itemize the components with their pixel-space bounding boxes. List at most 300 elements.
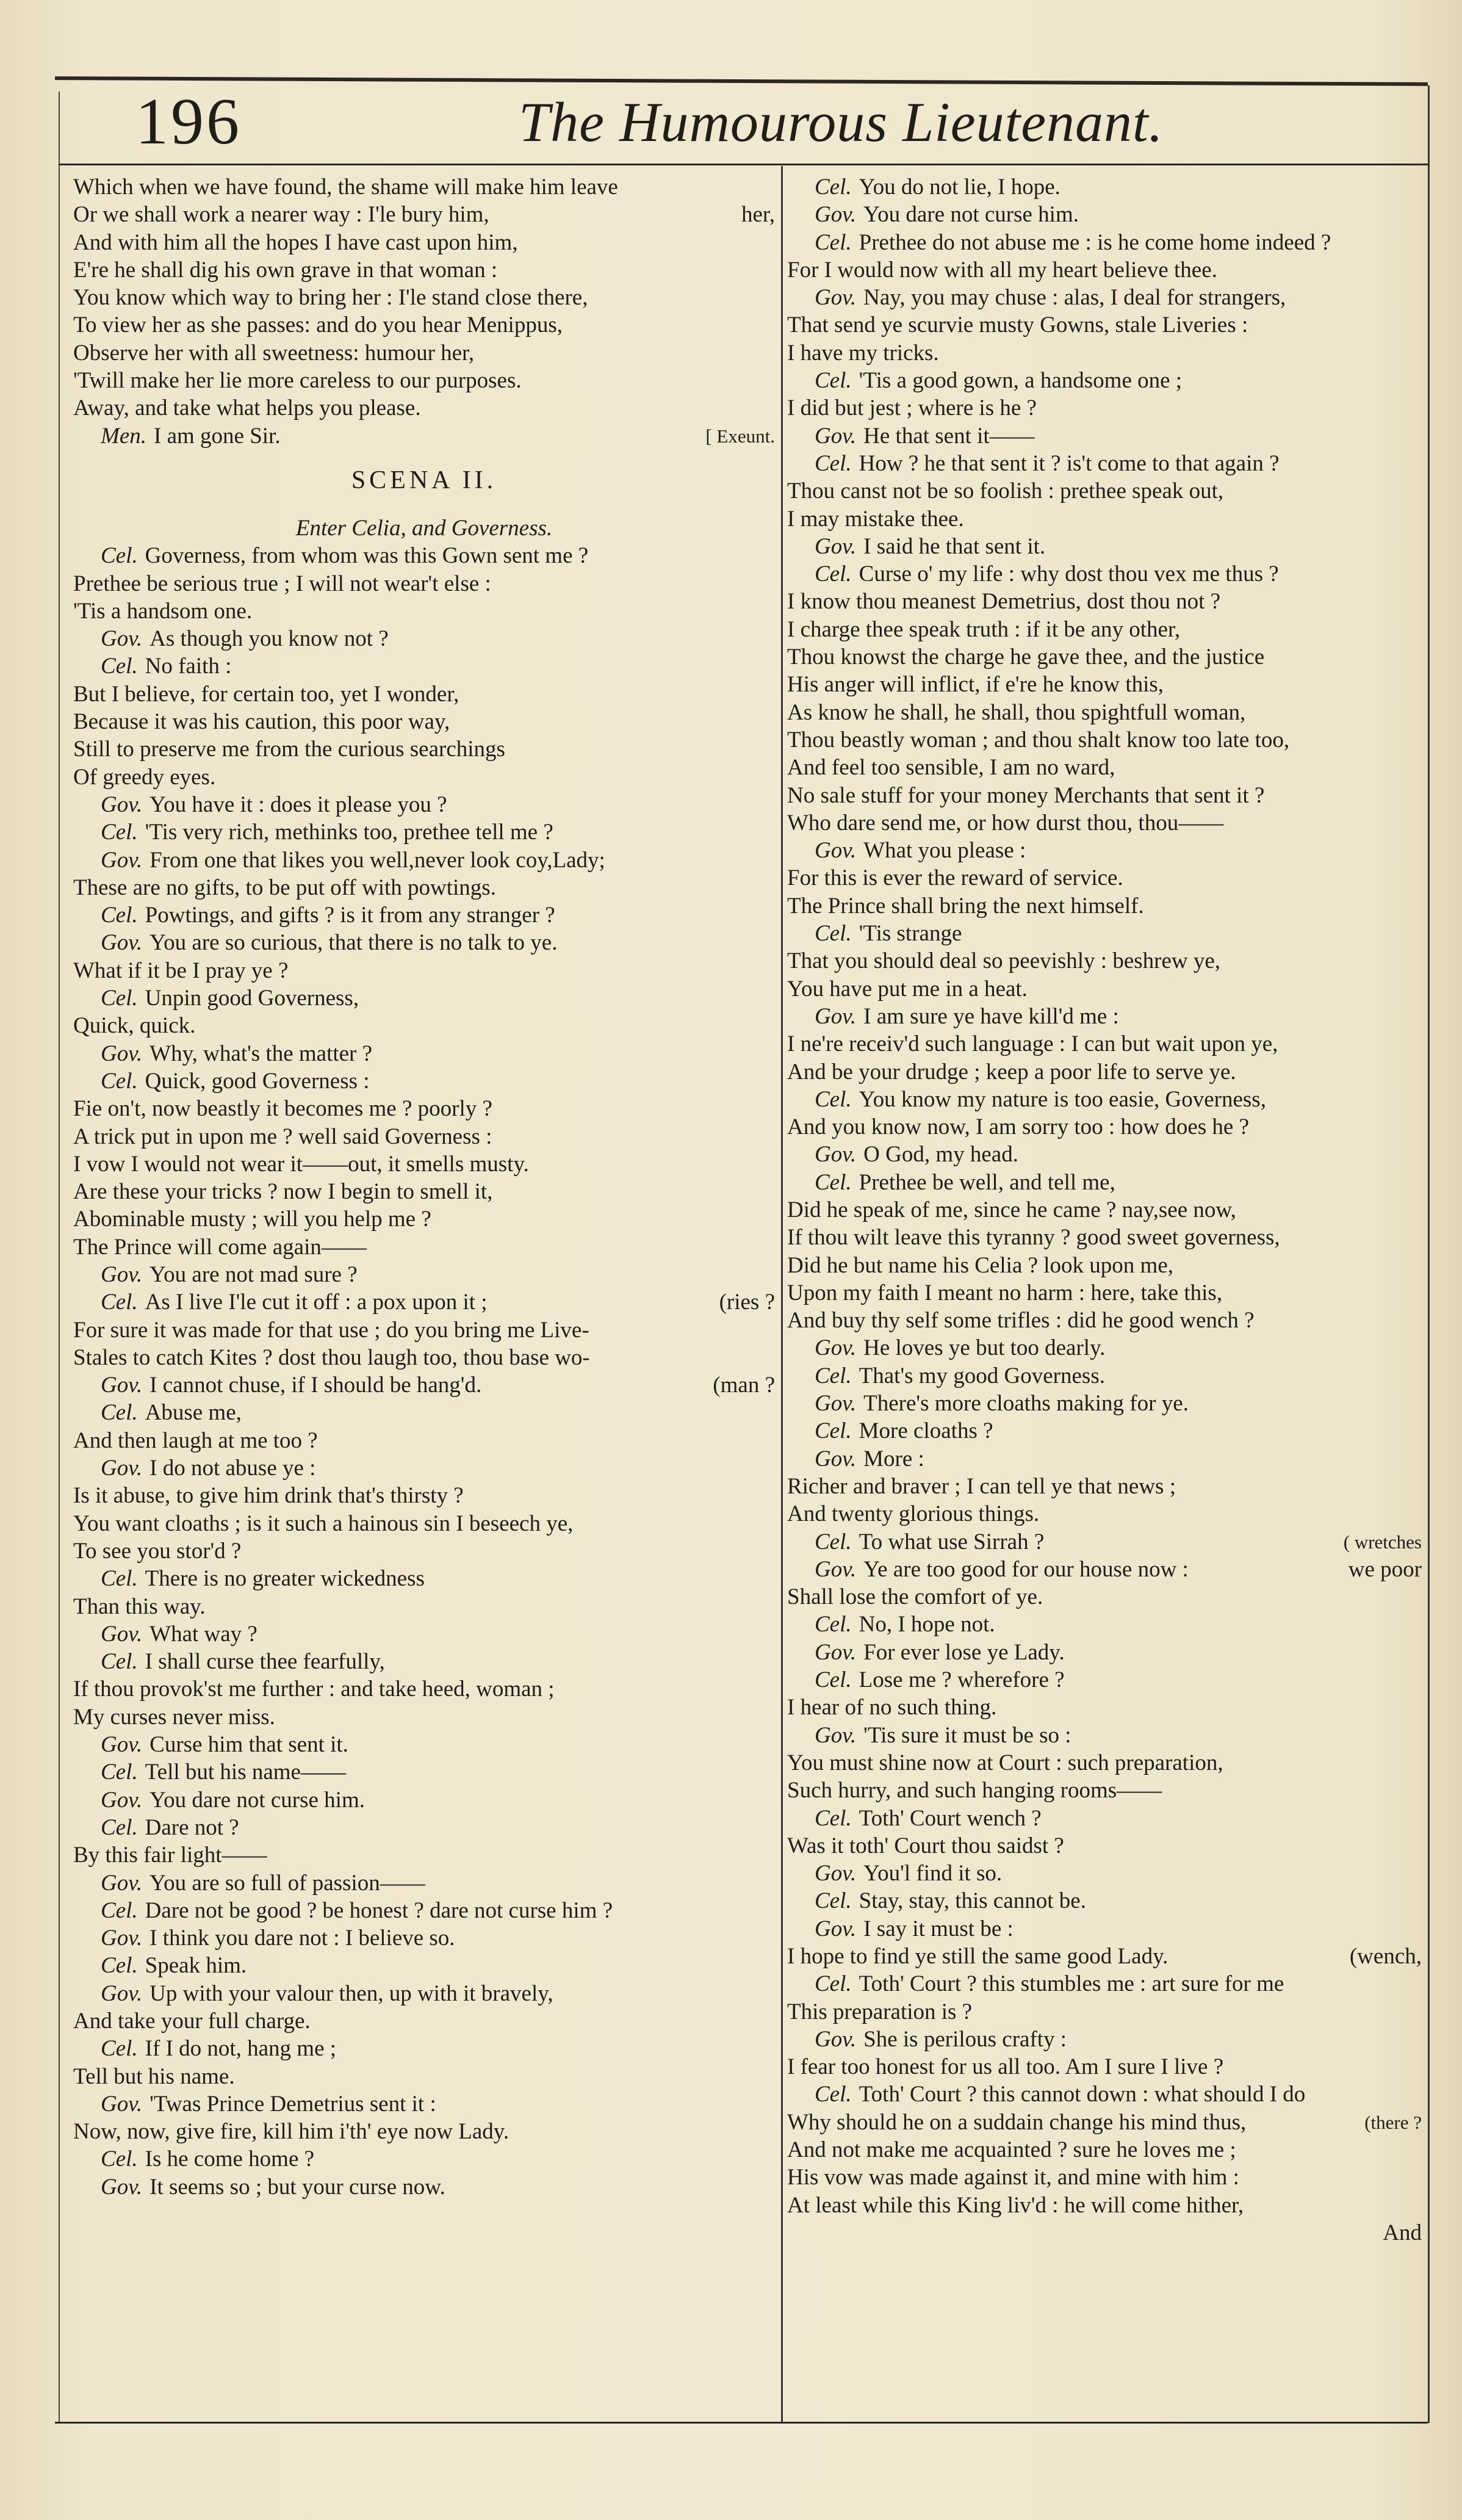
speaker-label: Cel. [101, 1897, 138, 1923]
line-text: Stay, stay, this cannot be. [859, 1888, 1086, 1914]
text-line [73, 542, 775, 569]
line-text: You must shine now at Court : such preparation, [787, 1750, 1223, 1775]
line-text: Why, what's the matter ? [149, 1041, 373, 1066]
text-line [73, 735, 775, 763]
line-text: I charge thee speak truth : if it be any other, [787, 616, 1181, 642]
line-text: What way ? [149, 1621, 257, 1647]
text-line [73, 1980, 775, 2007]
speaker-label: Cel. [815, 1418, 852, 1444]
line-text: Tell but his name—— [145, 1760, 346, 1785]
line-text: And be your drudge ; keep a poor life to serve ye. [787, 1059, 1236, 1085]
text-line [787, 367, 1422, 394]
text-line [73, 1565, 775, 1592]
line-text: And feel too sensible, I am no ward, [787, 755, 1115, 781]
speaker-label: Gov. [815, 423, 857, 449]
right-column [787, 173, 1422, 2247]
line-text: For I would now with all my heart believe thee. [787, 257, 1217, 283]
line-text: I said he that sent it. [863, 533, 1046, 559]
speaker-label: Gov. [101, 1262, 143, 1287]
text-line [73, 1703, 775, 1731]
speaker-label: Cel. [815, 921, 852, 947]
line-text: And buy thy self some trifles : did he good wench ? [787, 1308, 1255, 1334]
speaker-label: Gov. [101, 2174, 143, 2200]
speaker-label: Cel. [101, 1814, 138, 1840]
speaker-label: Cel. [101, 1290, 138, 1315]
line-text: There is no greater wickedness [145, 1566, 425, 1592]
line-text: Abuse me, [145, 1400, 242, 1426]
text-line [73, 1067, 775, 1095]
text-line [787, 1279, 1422, 1307]
text-line [73, 1123, 775, 1150]
speaker-label: Cel. [101, 2036, 138, 2062]
text-line [787, 2164, 1422, 2191]
text-line [787, 284, 1422, 311]
speaker-label: Cel. [815, 1888, 852, 1914]
speaker-label: Cel. [815, 1086, 852, 1112]
text-line [73, 1675, 775, 1703]
right-margin-rule [1428, 85, 1430, 2423]
speaker-label: Gov. [815, 1639, 857, 1665]
line-text: Why should he on a suddain change his mind thus, [787, 2109, 1247, 2135]
line-text: It seems so ; but your curse now. [149, 2174, 445, 2200]
text-line [787, 754, 1422, 781]
speaker-label: Gov. [101, 1456, 143, 1481]
line-text: More : [863, 1446, 924, 1471]
text-line [787, 809, 1422, 837]
line-text: His vow was made against it, and mine with him : [787, 2165, 1239, 2190]
line-text: To view her as she passes: and do you hear Menippus, [73, 312, 563, 338]
speaker-label: Gov. [815, 1335, 857, 1361]
speaker-label: Cel. [815, 1363, 852, 1388]
speaker-label: Cel. [815, 1667, 852, 1693]
line-text: Still to preserve me from the curious searchings [73, 737, 505, 762]
line-text: I ne're receiv'd such language : I can but wait upon ye, [787, 1031, 1278, 1057]
line-text: Abominable musty ; will you help me ? [73, 1207, 431, 1232]
text-line [73, 1178, 775, 1205]
text-line [73, 256, 775, 284]
line-text: I hope to find ye still the same good Lady. [787, 1944, 1169, 1969]
text-line [73, 2063, 775, 2090]
text-line [787, 1086, 1422, 1113]
line-text: I know thou meanest Demetrius, dost thou not ? [787, 589, 1221, 615]
text-line [787, 1556, 1422, 1583]
speaker-label: Gov. [101, 1732, 143, 1758]
line-text: Powtings, and gifts ? is it from any stranger ? [145, 903, 555, 928]
text-line [787, 450, 1422, 477]
text-line [787, 1445, 1422, 1473]
text-line [73, 2007, 775, 2035]
text-line [73, 1620, 775, 1648]
line-text: You know my nature is too easie, Governess, [859, 1086, 1266, 1112]
speaker-label: Gov. [815, 1391, 857, 1417]
text-line [787, 892, 1422, 920]
left-column [73, 173, 775, 2201]
line-text: Toth' Court ? this stumbles me : art sure for me [859, 1971, 1284, 1997]
text-line [73, 818, 775, 846]
text-line [73, 901, 775, 929]
text-line [787, 1694, 1422, 1721]
line-text: You dare not curse him. [863, 202, 1079, 228]
speaker-label: Gov. [815, 1446, 857, 1471]
speaker-label: Gov. [101, 930, 143, 956]
line-text: E're he shall dig his own grave in that woman : [73, 257, 498, 283]
text-line [787, 1196, 1422, 1224]
speaker-label: Cel. [815, 1971, 852, 1997]
text-line [787, 1141, 1422, 1168]
text-line [787, 1583, 1422, 1611]
text-line [73, 367, 775, 394]
text-line [787, 477, 1422, 505]
text-line [787, 1500, 1422, 1528]
speaker-label: Cel. [815, 229, 852, 255]
text-line [787, 864, 1422, 892]
text-line [787, 671, 1422, 698]
text-line [787, 920, 1422, 947]
text-line [73, 2118, 775, 2145]
text-line [787, 782, 1422, 809]
text-line [73, 229, 775, 256]
text-line [787, 394, 1422, 422]
text-line [73, 1012, 775, 1039]
text-line [73, 1316, 775, 1344]
line-text: You have it : does it please you ? [149, 792, 447, 817]
speaker-label: Cel. [101, 2146, 138, 2172]
line-text: I have my tricks. [787, 340, 939, 366]
line-text: I hear of no such thing. [787, 1695, 997, 1720]
line-text: Thou canst not be so foolish : prethee speak out, [787, 478, 1224, 504]
text-line [787, 311, 1422, 339]
line-text: Is it abuse, to give him drink that's thirsty ? [73, 1483, 464, 1509]
speaker-label: Gov. [815, 1003, 857, 1029]
line-text: I vow I would not wear it——out, it smells musty. [73, 1151, 529, 1177]
text-line [73, 874, 775, 901]
text-line [73, 1095, 775, 1122]
text-line [787, 560, 1422, 588]
line-text: Thou beastly woman ; and thou shalt know too late too, [787, 727, 1290, 753]
speaker-label: Gov. [815, 1916, 857, 1941]
line-text: Such hurry, and such hanging rooms—— [787, 1778, 1162, 1803]
line-text: Are these your tricks ? now I begin to smell it, [73, 1179, 493, 1205]
text-line [73, 2035, 775, 2062]
line-text: If I do not, hang me ; [145, 2036, 337, 2062]
text-line [787, 1390, 1422, 1417]
line-text: Tell but his name. [73, 2063, 235, 2089]
text-line [73, 791, 775, 818]
right-margin-note: (ries ? [719, 1290, 775, 1315]
line-text: Upon my faith I meant no harm : here, take this, [787, 1280, 1223, 1305]
text-line [787, 1003, 1422, 1030]
speaker-label: Gov. [815, 1861, 857, 1886]
text-line [787, 1970, 1422, 1998]
right-margin-note: we poor [1348, 1556, 1422, 1582]
text-line [787, 2109, 1422, 2136]
text-line [787, 1749, 1422, 1777]
speaker-label: Gov. [815, 838, 857, 864]
line-text: 'Twill make her lie more careless to our purposes. [73, 368, 522, 394]
line-text: What if it be I pray ye ? [73, 958, 289, 983]
line-text: And with him all the hopes I have cast upon him, [73, 229, 518, 255]
line-text: To see you stor'd ? [73, 1538, 242, 1564]
text-line [787, 1362, 1422, 1390]
speaker-label: Cel. [101, 903, 138, 928]
right-margin-note: (wench, [1349, 1944, 1422, 1969]
line-text: I am sure ye have kill'd me : [863, 1003, 1119, 1029]
line-text: Unpin good Governess, [145, 986, 359, 1011]
line-text: 'Tis very rich, methinks too, prethee tell me ? [145, 820, 553, 845]
text-line [787, 1915, 1422, 1943]
text-line [73, 1924, 775, 1952]
line-text: As know he shall, he shall, thou spightfull woman, [787, 699, 1246, 725]
line-text: You are so full of passion—— [149, 1870, 425, 1896]
line-text: As I live I'le cut it off : a pox upon it ; [145, 1290, 488, 1315]
line-text: O God, my head. [863, 1142, 1018, 1168]
line-text: If thou provok'st me further : and take heed, woman ; [73, 1677, 555, 1702]
line-text: The Prince shall bring the next himself. [787, 893, 1144, 919]
line-text: Governess, from whom was this Gown sent me ? [145, 543, 589, 569]
line-text: Curse him that sent it. [149, 1732, 348, 1758]
speaker-label: Gov. [101, 1926, 143, 1951]
text-line [787, 1805, 1422, 1832]
line-text: As though you know not ? [149, 626, 389, 652]
line-text: Richer and braver ; I can tell ye that news ; [787, 1473, 1176, 1499]
line-text: Now, now, give fire, kill him i'th' eye now Lady. [73, 2119, 510, 2145]
line-text: You dare not curse him. [149, 1787, 365, 1813]
speaker-label: Gov. [101, 626, 143, 652]
text-line [73, 764, 775, 791]
text-line [787, 1252, 1422, 1279]
text-line [73, 1648, 775, 1675]
text-line [787, 2026, 1422, 2053]
speaker-label: Gov. [815, 1556, 857, 1582]
bottom-rule [55, 2422, 1428, 2424]
line-text: She is perilous crafty : [863, 2026, 1067, 2052]
text-line [787, 201, 1422, 228]
catchword-line [787, 2219, 1422, 2247]
line-text: Nay, you may chuse : alas, I deal for strangers, [863, 285, 1286, 311]
line-text: Than this way. [73, 1594, 206, 1619]
text-line [73, 1510, 775, 1537]
line-text: No sale stuff for your money Merchants that sent it ? [787, 782, 1265, 808]
text-line [73, 1233, 775, 1261]
text-line [73, 652, 775, 680]
line-text: Quick, quick. [73, 1013, 196, 1039]
text-line [73, 2090, 775, 2118]
text-line [787, 1943, 1422, 1970]
speaker-label: Gov. [101, 1787, 143, 1813]
text-line [787, 588, 1422, 615]
speaker-label: Cel. [101, 1400, 138, 1426]
speaker-label: Cel. [101, 654, 138, 679]
text-line [787, 616, 1422, 643]
line-text: Was it toth' Court thou saidst ? [787, 1833, 1064, 1858]
line-text: And take your full charge. [73, 2009, 311, 2034]
text-line [73, 1731, 775, 1758]
speaker-label: Cel. [815, 450, 852, 476]
text-line [787, 173, 1422, 201]
line-text: If thou wilt leave this tyranny ? good sweet governess, [787, 1225, 1280, 1251]
text-line [787, 1722, 1422, 1749]
line-text: Did he but name his Celia ? look upon me, [787, 1252, 1173, 1278]
line-text: 'Tis a good gown, a handsome one ; [859, 368, 1183, 394]
text-line [73, 1952, 775, 1979]
line-text: I do not abuse ye : [149, 1456, 316, 1481]
speaker-label: Cel. [815, 561, 852, 587]
speaker-label: Cel. [815, 1529, 852, 1554]
text-line [787, 1528, 1422, 1556]
line-text: Prethee be serious true ; I will not wear't else : [73, 571, 491, 596]
text-line [73, 1897, 775, 1924]
line-text: Quick, good Governess : [145, 1068, 370, 1094]
right-margin-note: (there ? [1364, 2111, 1422, 2133]
text-line [73, 1869, 775, 1897]
text-line [787, 422, 1422, 450]
text-line [787, 256, 1422, 284]
text-line [73, 1814, 775, 1841]
line-text: I shall curse thee fearfully, [145, 1649, 385, 1675]
speaker-label: Cel. [101, 543, 138, 569]
text-line [73, 929, 775, 956]
speaker-label: Gov. [101, 1621, 143, 1647]
text-line [787, 2192, 1422, 2219]
speaker-label: Gov. [101, 792, 143, 817]
line-text: Prethee be well, and tell me, [859, 1169, 1115, 1195]
text-line [787, 643, 1422, 671]
text-line [787, 1058, 1422, 1086]
line-text: He that sent it—— [863, 423, 1035, 449]
text-line [73, 1040, 775, 1067]
text-line [73, 1758, 775, 1786]
text-line [787, 2136, 1422, 2164]
speaker-label: Cel. [101, 1566, 138, 1592]
text-line [787, 975, 1422, 1003]
text-line [73, 339, 775, 367]
text-line [73, 1593, 775, 1620]
line-text: How ? he that sent it ? is't come to that again ? [859, 450, 1280, 476]
line-text: No, I hope not. [859, 1612, 995, 1637]
line-text: Toth' Court wench ? [859, 1805, 1042, 1831]
line-text: You have put me in a heat. [787, 976, 1028, 1002]
line-text: I fear too honest for us all too. Am I sure I live ? [787, 2054, 1224, 2080]
speaker-label: Cel. [815, 368, 852, 394]
text-line [787, 1113, 1422, 1141]
line-text: And you know now, I am sorry too : how does he ? [787, 1114, 1250, 1140]
speaker-label: Cel. [815, 175, 852, 200]
line-text: Ye are too good for our house now : [863, 1556, 1189, 1582]
text-line [73, 2145, 775, 2173]
line-text: 'Tis sure it must be so : [863, 1722, 1071, 1748]
line-text: Toth' Court ? this cannot down : what should I do [859, 2082, 1306, 2107]
right-margin-note: ( wretches [1343, 1531, 1422, 1553]
text-line [787, 1169, 1422, 1196]
line-text: 'Tis strange [859, 921, 962, 947]
text-line [787, 1224, 1422, 1251]
text-line [787, 1639, 1422, 1666]
text-line [73, 1150, 775, 1178]
text-line [787, 1666, 1422, 1694]
line-text: Who dare send me, or how durst thou, thou—— [787, 810, 1224, 836]
line-text: There's more cloaths making for ye. [863, 1391, 1189, 1417]
stage-direction: Enter Celia, and Governess. [295, 515, 553, 541]
line-text: More cloaths ? [859, 1418, 993, 1444]
page-number: 196 [135, 85, 242, 158]
line-text: You'l find it so. [863, 1861, 1003, 1886]
text-line [73, 1482, 775, 1509]
text-line [73, 1841, 775, 1869]
text-line [787, 229, 1422, 256]
text-line [787, 726, 1422, 754]
line-text: These are no gifts, to be put off with powtings. [73, 875, 496, 900]
line-text: No faith : [145, 654, 232, 679]
text-line [73, 1288, 775, 1316]
text-line [73, 598, 775, 625]
line-text: I cannot chuse, if I should be hang'd. [149, 1373, 482, 1398]
speaker-label: Cel. [101, 986, 138, 1011]
left-dialogue [73, 542, 775, 2201]
line-text: His anger will inflict, if e're he know this, [787, 672, 1164, 698]
line-text: Observe her with all sweetness: humour her, [73, 340, 475, 366]
line-text: I may mistake thee. [787, 506, 964, 532]
line-text: Lose me ? wherefore ? [859, 1667, 1065, 1693]
text-line [787, 837, 1422, 864]
text-line [73, 570, 775, 598]
text-line [73, 1537, 775, 1565]
text-line [73, 681, 775, 708]
text-line [787, 339, 1422, 367]
line-text: My curses never miss. [73, 1704, 275, 1730]
scene-heading: SCENA II. [351, 466, 497, 494]
line-text: This preparation is ? [787, 1999, 973, 2024]
text-line [73, 201, 775, 228]
line-text: You want cloaths ; is it such a hainous sin I beseech ye, [73, 1511, 574, 1536]
line-text: Is he come home ? [145, 2146, 315, 2172]
text-line [73, 1371, 775, 1399]
line-text: And not make me acquainted ? sure he loves me ; [787, 2137, 1236, 2163]
catchword: And [1383, 2220, 1422, 2245]
speaker-label: Gov. [101, 1870, 143, 1896]
line-text: Away, and take what helps you please. [73, 395, 421, 421]
line-text: Which when we have found, the shame will make him leave [73, 175, 618, 200]
line-text: Thou knowst the charge he gave thee, and the justice [787, 644, 1265, 670]
line-text: That send ye scurvie musty Gowns, stale Liveries : [787, 312, 1248, 338]
line-text: I did but jest ; where is he ? [787, 395, 1037, 421]
left-top-lines [73, 173, 775, 450]
header-rule [59, 164, 1428, 165]
text-line [787, 1030, 1422, 1058]
text-line [73, 1427, 775, 1454]
speaker-label: Cel. [815, 1805, 852, 1831]
text-line [787, 1473, 1422, 1500]
text-line [73, 957, 775, 984]
line-text: Stales to catch Kites ? dost thou laugh too, thou base wo- [73, 1345, 590, 1370]
line-text: By this fair light—— [73, 1843, 267, 1868]
line-text: You are not mad sure ? [149, 1262, 358, 1287]
line-text: Did he speak of me, since he came ? nay,see now, [787, 1197, 1236, 1222]
text-line [787, 505, 1422, 533]
running-title: The Humourous Lieutenant. [519, 91, 1164, 153]
speaker-label: Gov. [815, 2026, 857, 2052]
line-text: Up with your valour then, up with it bravely, [149, 1980, 553, 2006]
line-text: For ever lose ye Lady. [863, 1639, 1065, 1665]
speaker-label: Men. [101, 423, 146, 449]
top-rule [55, 76, 1428, 86]
speaker-label: Cel. [101, 1649, 138, 1675]
line-text: Speak him. [145, 1953, 247, 1979]
right-margin-note: [ Exeunt. [705, 425, 775, 447]
text-line [73, 173, 775, 201]
left-margin-rule [59, 92, 60, 2423]
line-text: I think you dare not : I believe so. [149, 1926, 455, 1951]
speaker-label: Gov. [815, 533, 857, 559]
